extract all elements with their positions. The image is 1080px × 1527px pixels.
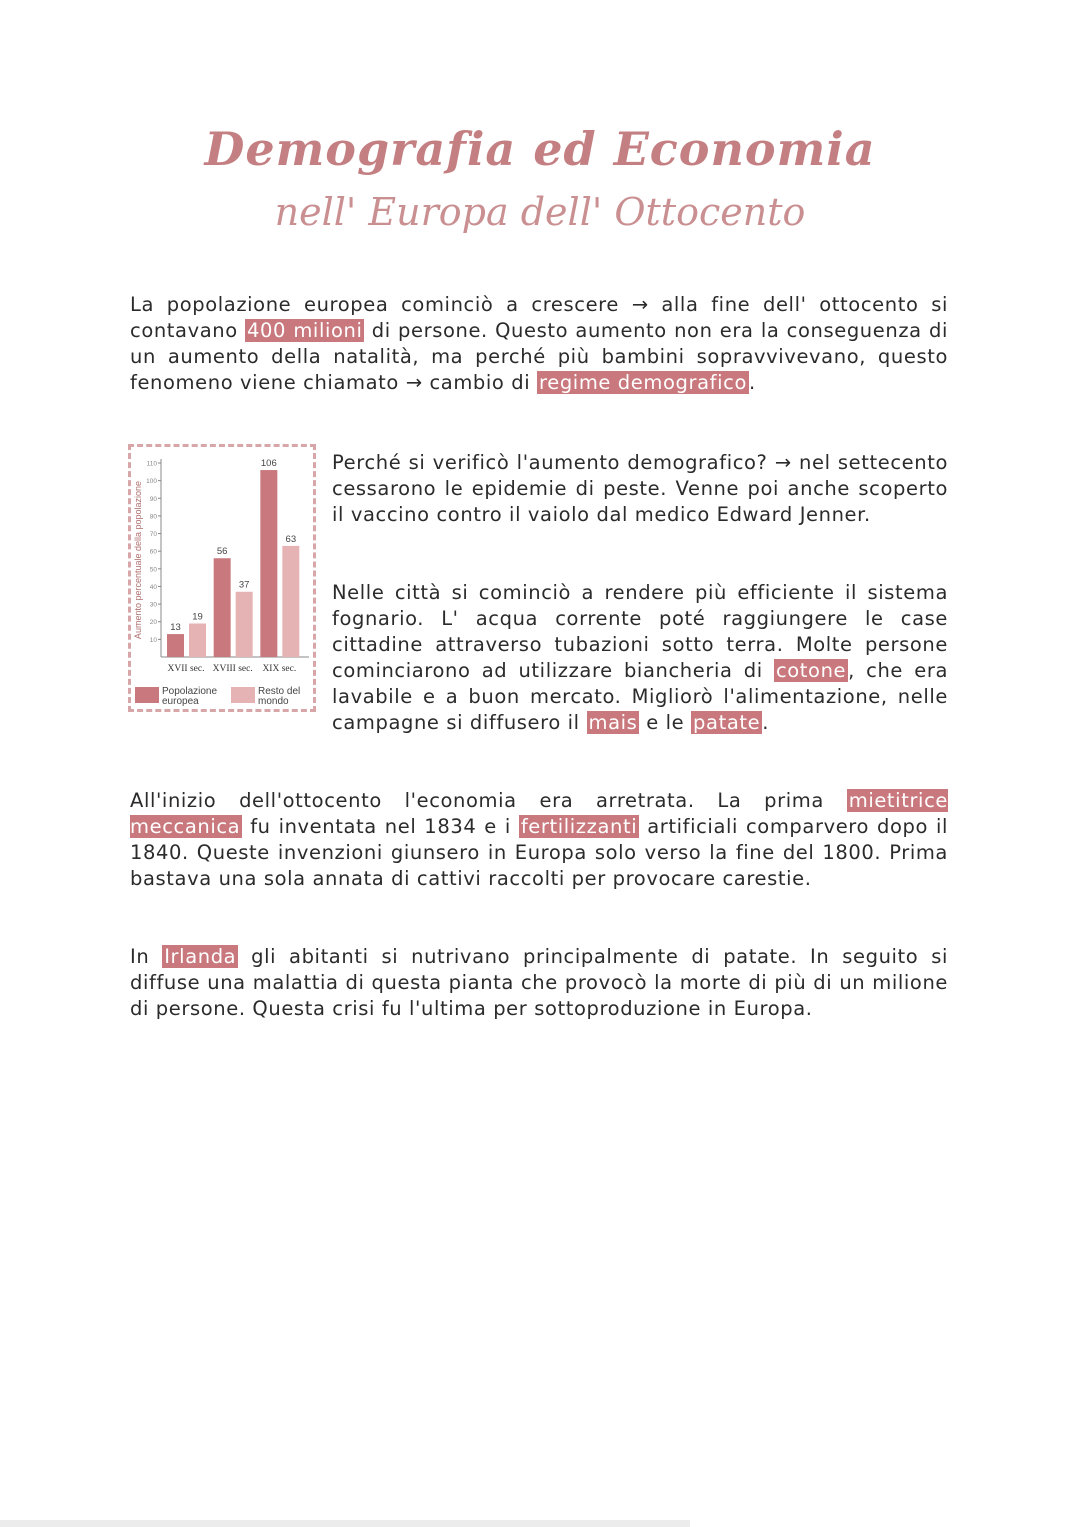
chart-legend [133, 687, 315, 709]
text-segment: , che era lavabile e a buon mercato. Migliorò l'alimentazione, nelle campagne si diffusero il [332, 658, 948, 734]
y-tick-label: 70 [149, 531, 157, 539]
bar-chart-svg [131, 447, 313, 685]
x-category-label: XVIII sec. [212, 664, 253, 674]
bottom-scroll-bar [0, 1520, 690, 1527]
highlight-patate: patate [693, 710, 761, 734]
y-tick-label: 100 [146, 478, 157, 486]
legend-label-europe: Popolazione europea [162, 686, 218, 707]
text-segment: e le [639, 710, 692, 734]
y-tick-label: 50 [149, 566, 157, 574]
y-tick-label: 40 [149, 583, 157, 591]
paragraph-city-improvements [332, 580, 948, 736]
legend-label-world: Resto del mondo [258, 686, 301, 707]
y-tick-label: 30 [149, 601, 157, 609]
text-segment: All'inizio dell'ottocento l'economia era arretrata. La prima [130, 788, 847, 812]
legend-item-europe [135, 687, 222, 707]
y-tick-label: 60 [149, 548, 157, 556]
text-segment: . [748, 370, 756, 394]
x-category-label: XVII sec. [167, 664, 205, 674]
text-segment: . [762, 710, 770, 734]
highlight-cotone: cotone [775, 658, 847, 682]
bar-value-label: 63 [285, 533, 297, 545]
bar-value-label: 106 [260, 458, 277, 470]
bar-value-label: 56 [216, 546, 228, 558]
paragraph-economy [130, 788, 948, 892]
paragraph-population [130, 292, 948, 396]
y-tick-label: 90 [149, 495, 157, 503]
highlight-regime-demografico: regime demografico [539, 370, 747, 394]
text-segment: Perché si verificò l'aumento demografico? → nel settecento cessarono le epidemie di peste. Venne poi anche scoperto il vaccino contro il vaiolo dal medico Edward Jenner. [332, 450, 948, 526]
y-axis-label: Aumento percentuale della popolazione [133, 480, 143, 640]
bar-value-label: 19 [192, 611, 203, 623]
text-segment: artificiali comparvero dopo il 1840. Queste invenzioni giunsero in Europa solo verso la fine del 1800. Prima bastava una sola annata di cattivi raccolti per provocare carestie. [130, 814, 948, 890]
highlight-irlanda: Irlanda [164, 944, 237, 968]
legend-item-world [231, 687, 318, 707]
paragraph-ireland [130, 944, 948, 1022]
y-tick-label: 10 [149, 636, 157, 644]
bar-0-0 [167, 634, 184, 657]
bar-1-0 [189, 623, 206, 657]
text-segment: La popolazione europea cominciò a crescere → alla fine dell' ottocento si contavano [130, 292, 948, 342]
bar-1-1 [236, 592, 253, 657]
y-tick-label: 110 [146, 460, 157, 468]
bar-0-2 [260, 470, 277, 657]
page-subtitle: nell' Europa dell' Ottocento [274, 190, 806, 234]
population-chart [128, 444, 316, 712]
text-segment: Nelle città si cominciò a rendere più efficiente il sistema fognario. L' acqua corrente poté raggiungere le case cittadine attraverso tubazioni sotto terra. Molte persone cominciarono ad utilizzare biancheria di [332, 580, 948, 682]
highlight-fertilizzanti: fertilizzanti [520, 814, 638, 838]
highlight-400-milioni: 400 milioni [247, 318, 363, 342]
text-segment: In [130, 944, 163, 968]
highlight-mietitrice-meccanica: mietitrice meccanica [130, 788, 948, 838]
bar-0-1 [214, 558, 231, 657]
legend-swatch-europe [135, 687, 159, 703]
highlight-mais: mais [588, 710, 638, 734]
text-segment: di persone. Questo aumento non era la conseguenza di un aumento della natalità, ma perché più bambini sopravvivevano, questo fenomeno viene chiamato → cambio di [130, 318, 948, 394]
page-title: Demografia ed Economia [204, 122, 876, 176]
paragraph-demographic-increase [332, 450, 948, 528]
y-tick-label: 20 [149, 619, 157, 627]
y-tick-label: 80 [149, 513, 157, 521]
text-segment: fu inventata nel 1834 e i [242, 814, 519, 838]
bar-1-2 [282, 546, 299, 657]
legend-swatch-world [231, 687, 255, 703]
bar-value-label: 13 [170, 622, 181, 634]
text-segment: gli abitanti si nutrivano principalmente di patate. In seguito si diffuse una malattia di questa pianta che provocò la morte di più di un milione di persone. Questa crisi fu l'ultima per sottoproduzione in Europa. [130, 944, 948, 1020]
x-category-label: XIX sec. [262, 664, 297, 674]
bar-value-label: 37 [238, 579, 250, 591]
